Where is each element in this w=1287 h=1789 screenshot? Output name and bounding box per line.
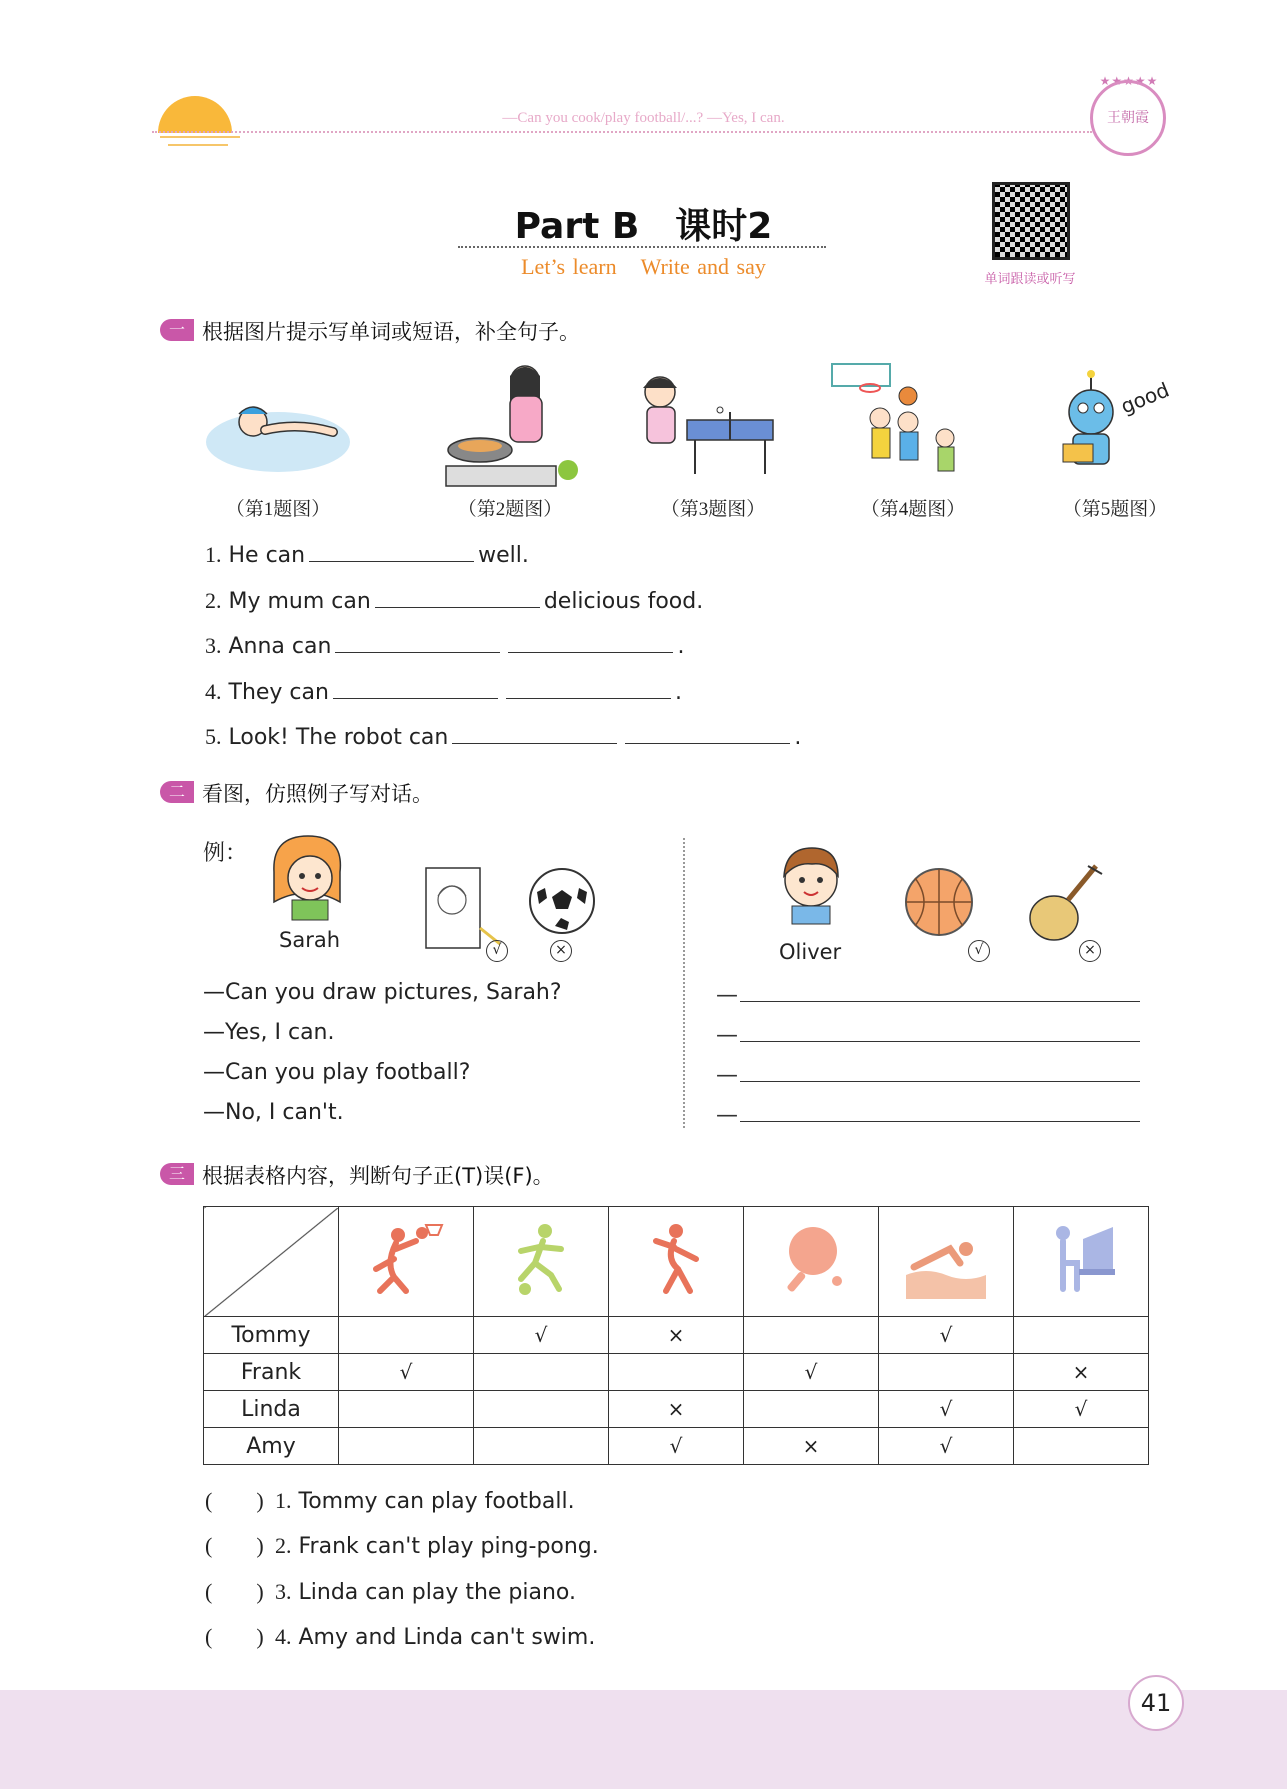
table-row: [204, 1354, 1149, 1391]
swimming-boy-icon: [203, 362, 353, 492]
table-cell: √: [609, 1428, 744, 1465]
table-cell: [1014, 1428, 1149, 1465]
horizon-line: [160, 136, 240, 138]
statement-2: ( ) 2. Frank can't play ping-pong.: [205, 1529, 599, 1560]
statement-4: ( ) 4. Amy and Linda can't swim.: [205, 1620, 595, 1651]
answer-blank[interactable]: [508, 631, 673, 653]
ping-pong-icon: [744, 1207, 879, 1317]
table-cell: √: [879, 1428, 1014, 1465]
table-cell: ×: [609, 1317, 744, 1354]
dialogue-line-4: —No, I can't.: [203, 1100, 344, 1125]
pipa-icon: [1024, 860, 1104, 948]
picture-caption: （第3题图）: [660, 499, 766, 520]
table-corner: [204, 1207, 339, 1317]
robot-speech-label: good: [1117, 377, 1173, 419]
sentence-5: 5. Look! The robot can .: [205, 724, 802, 750]
answer-blank[interactable]: [452, 722, 617, 744]
answer-blank[interactable]: [333, 677, 498, 699]
example-label: 例：: [203, 840, 248, 865]
qr-caption: 单词跟读或听写: [984, 272, 1076, 287]
cooking-mum-icon: [440, 362, 590, 492]
table-cell: [609, 1354, 744, 1391]
page-title: Part B 课时2: [514, 206, 773, 247]
row-name: Tommy: [204, 1317, 339, 1354]
basketball-icon: [903, 866, 975, 942]
oliver-avatar: [768, 840, 854, 930]
dialogue-line-1: —Can you draw pictures, Sarah?: [203, 980, 562, 1005]
page-number: 41: [1128, 1675, 1184, 1731]
header-rule: [152, 131, 1092, 133]
cross-mark: ×: [550, 940, 572, 962]
table-header-row: [204, 1207, 1149, 1317]
table-row: [204, 1428, 1149, 1465]
basketball-kids-icon: [830, 362, 980, 492]
table-row: [204, 1317, 1149, 1354]
seal-text: 王朝霞: [1107, 110, 1149, 126]
robot-good-icon: [1055, 362, 1205, 492]
oliver-name: Oliver: [779, 940, 842, 964]
table-cell: [1014, 1317, 1149, 1354]
seal-stars-icon: ★★★★★: [1099, 74, 1159, 88]
answer-blank[interactable]: [335, 631, 500, 653]
section3-instruction: 根据表格内容，判断句子正(T)误(F)。: [202, 1164, 554, 1188]
badminton-icon: [609, 1207, 744, 1317]
answer-paren[interactable]: ( ): [205, 1488, 264, 1513]
football-icon: [527, 866, 597, 940]
table-cell: [744, 1391, 879, 1428]
table-row: [204, 1391, 1149, 1428]
sarah-name: Sarah: [279, 928, 341, 952]
sentence-1: 1. He can well.: [205, 542, 529, 568]
table-cell: [339, 1317, 474, 1354]
table-cell: √: [474, 1317, 609, 1354]
row-name: Frank: [204, 1354, 339, 1391]
table-cell: √: [339, 1354, 474, 1391]
section2-badge: 二: [160, 781, 194, 803]
basketball-icon: [339, 1207, 474, 1317]
answer-paren[interactable]: ( ): [205, 1624, 264, 1649]
table-cell: √: [879, 1391, 1014, 1428]
subtitle-write-and-say: Write and say: [640, 254, 766, 279]
table-cell: ×: [744, 1428, 879, 1465]
table-cell: ×: [1014, 1354, 1149, 1391]
sentence-4: 4. They can .: [205, 679, 682, 705]
answer-paren[interactable]: ( ): [205, 1533, 264, 1558]
cross-mark: ×: [1079, 940, 1101, 962]
check-mark: √: [486, 940, 508, 962]
header-motto: —Can you cook/play football/...? —Yes, I can.: [502, 110, 785, 126]
answer-line-1[interactable]: —: [716, 982, 1146, 1008]
answer-line-2[interactable]: —: [716, 1022, 1146, 1048]
picture-caption: （第5题图）: [1062, 499, 1168, 520]
section1-instruction: 根据图片提示写单词或短语，补全句子。: [202, 320, 580, 344]
ability-table: [203, 1206, 1149, 1465]
check-mark: √: [968, 940, 990, 962]
section2-instruction: 看图，仿照例子写对话。: [202, 782, 433, 806]
qr-code-icon[interactable]: [992, 182, 1070, 260]
statement-3: ( ) 3. Linda can play the piano.: [205, 1575, 576, 1606]
answer-blank[interactable]: [506, 677, 671, 699]
table-cell: ×: [609, 1391, 744, 1428]
row-name: Amy: [204, 1428, 339, 1465]
table-cell: √: [879, 1317, 1014, 1354]
statement-1: ( ) 1. Tommy can play football.: [205, 1484, 575, 1515]
table-cell: [744, 1317, 879, 1354]
table-cell: [474, 1391, 609, 1428]
row-name: Linda: [204, 1391, 339, 1428]
swimming-icon: [879, 1207, 1014, 1317]
section1-badge: 一: [160, 319, 194, 341]
title-rule: [458, 246, 826, 248]
picture-caption: （第2题图）: [457, 499, 563, 520]
table-cell: √: [1014, 1391, 1149, 1428]
brand-seal: [1090, 80, 1166, 156]
sentence-3: 3. Anna can .: [205, 633, 685, 659]
football-icon: [474, 1207, 609, 1317]
answer-paren[interactable]: ( ): [205, 1579, 264, 1604]
section3-badge: 三: [160, 1163, 194, 1185]
table-cell: [339, 1391, 474, 1428]
subtitle: [0, 254, 1287, 280]
answer-blank[interactable]: [375, 586, 540, 608]
column-divider: [683, 838, 685, 1128]
table-cell: [474, 1428, 609, 1465]
answer-line-4[interactable]: —: [716, 1102, 1146, 1128]
picture-caption: （第4题图）: [860, 499, 966, 520]
footer-band: [0, 1690, 1287, 1789]
sentence-2: 2. My mum can delicious food.: [205, 588, 704, 614]
table-cell: [879, 1354, 1014, 1391]
answer-blank[interactable]: [309, 540, 474, 562]
ping-pong-girl-icon: [625, 362, 775, 492]
table-cell: [339, 1428, 474, 1465]
dialogue-line-2: —Yes, I can.: [203, 1020, 335, 1045]
piano-icon: [1014, 1207, 1149, 1317]
answer-blank[interactable]: [625, 722, 790, 744]
table-cell: [474, 1354, 609, 1391]
table-cell: √: [744, 1354, 879, 1391]
dialogue-line-3: —Can you play football?: [203, 1060, 471, 1085]
horizon-line: [168, 144, 228, 146]
answer-line-3[interactable]: —: [716, 1062, 1146, 1088]
subtitle-lets-learn: Let’s learn: [521, 254, 617, 279]
picture-caption: （第1题图）: [225, 499, 331, 520]
sarah-avatar: [262, 832, 352, 926]
